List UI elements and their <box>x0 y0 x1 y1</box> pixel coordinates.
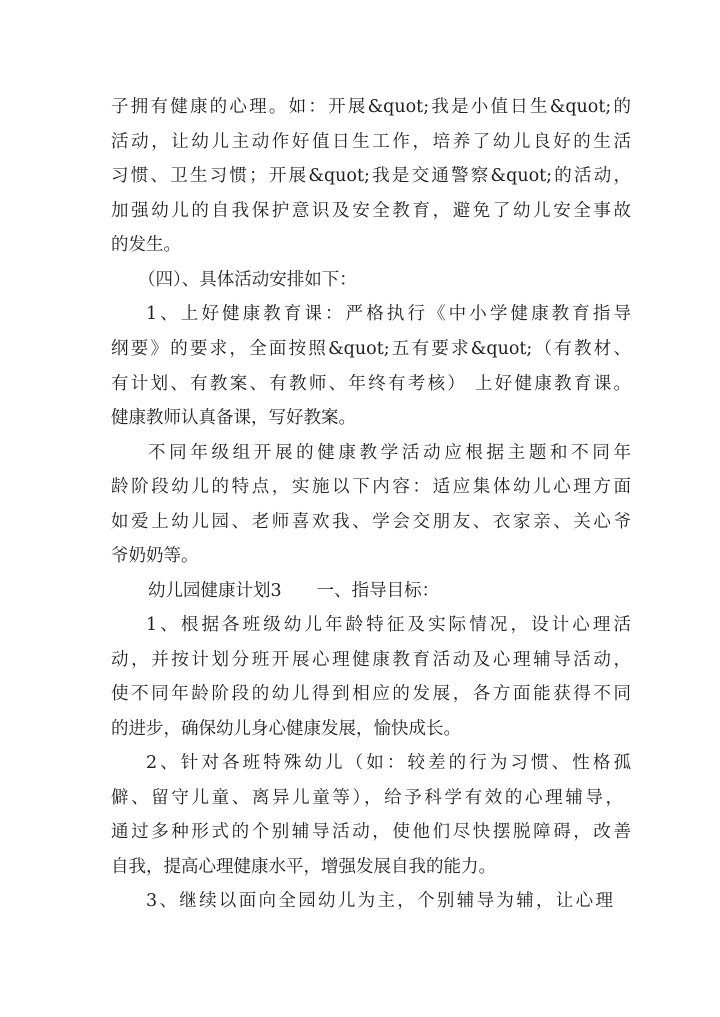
text-line: 的发生。 <box>111 235 181 255</box>
text-line: 活动，让幼儿主动作好值日生工作，培养了幼儿良好的生活 <box>111 132 631 152</box>
text-line: 僻、留守儿童、离异儿童等），给予科学有效的心理辅导， <box>111 788 623 808</box>
text-line: 动，并按计划分班开展心理健康教育活动及心理辅导活动， <box>111 650 631 670</box>
text-line: 爷奶奶等。 <box>111 546 199 566</box>
text-line: 通过多种形式的个别辅导活动，使他们尽快摆脱障碍，改善 <box>111 822 631 842</box>
text-line: 自我，提高心理健康水平，增强发展自我的能力。 <box>111 857 496 877</box>
text-line: 有计划、有教案、有教师、年终有考核） 上好健康教育课。 <box>111 374 631 394</box>
text-line: 1、根据各班级幼儿年龄特征及实际情况，设计心理活 <box>146 615 631 635</box>
text-line: 龄阶段幼儿的特点，实施以下内容：适应集体幼儿心理方面 <box>111 477 631 497</box>
text-line: 3、继续以面向全园幼儿为主，个别辅导为辅，让心理 <box>146 891 613 911</box>
text-line: 使不同年龄阶段的幼儿得到相应的发展，各方面能获得不同 <box>111 684 631 704</box>
text-line: 纲要》的要求，全面按照&quot;五有要求&quot;（有教材、 <box>111 339 631 359</box>
text-line: 的进步，确保幼儿身心健康发展，愉快成长。 <box>111 719 461 739</box>
text-line: 如爱上幼儿园、老师喜欢我、学会交朋友、衣家亲、关心爷 <box>111 512 631 532</box>
text-line: 子拥有健康的心理。如：开展&quot;我是小值日生&quot;的 <box>111 97 631 117</box>
text-line: 加强幼儿的自我保护意识及安全教育，避免了幼儿安全事故 <box>111 201 631 221</box>
text-line: 习惯、卫生习惯；开展&quot;我是交通警察&quot;的活动， <box>111 166 631 186</box>
section-heading: （四）、具体活动安排如下： <box>138 270 357 290</box>
text-line: 不同年级组开展的健康教学活动应根据主题和不同年 <box>148 443 631 463</box>
text-line: 1、上好健康教育课：严格执行《中小学健康教育指导 <box>146 304 631 324</box>
text-line: 2、针对各班特殊幼儿（如：较差的行为习惯、性格孤 <box>146 753 631 773</box>
section-heading: 幼儿园健康计划3 一、指导目标： <box>148 581 440 601</box>
text-line: 健康教师认真备课，写好教案。 <box>111 408 356 428</box>
